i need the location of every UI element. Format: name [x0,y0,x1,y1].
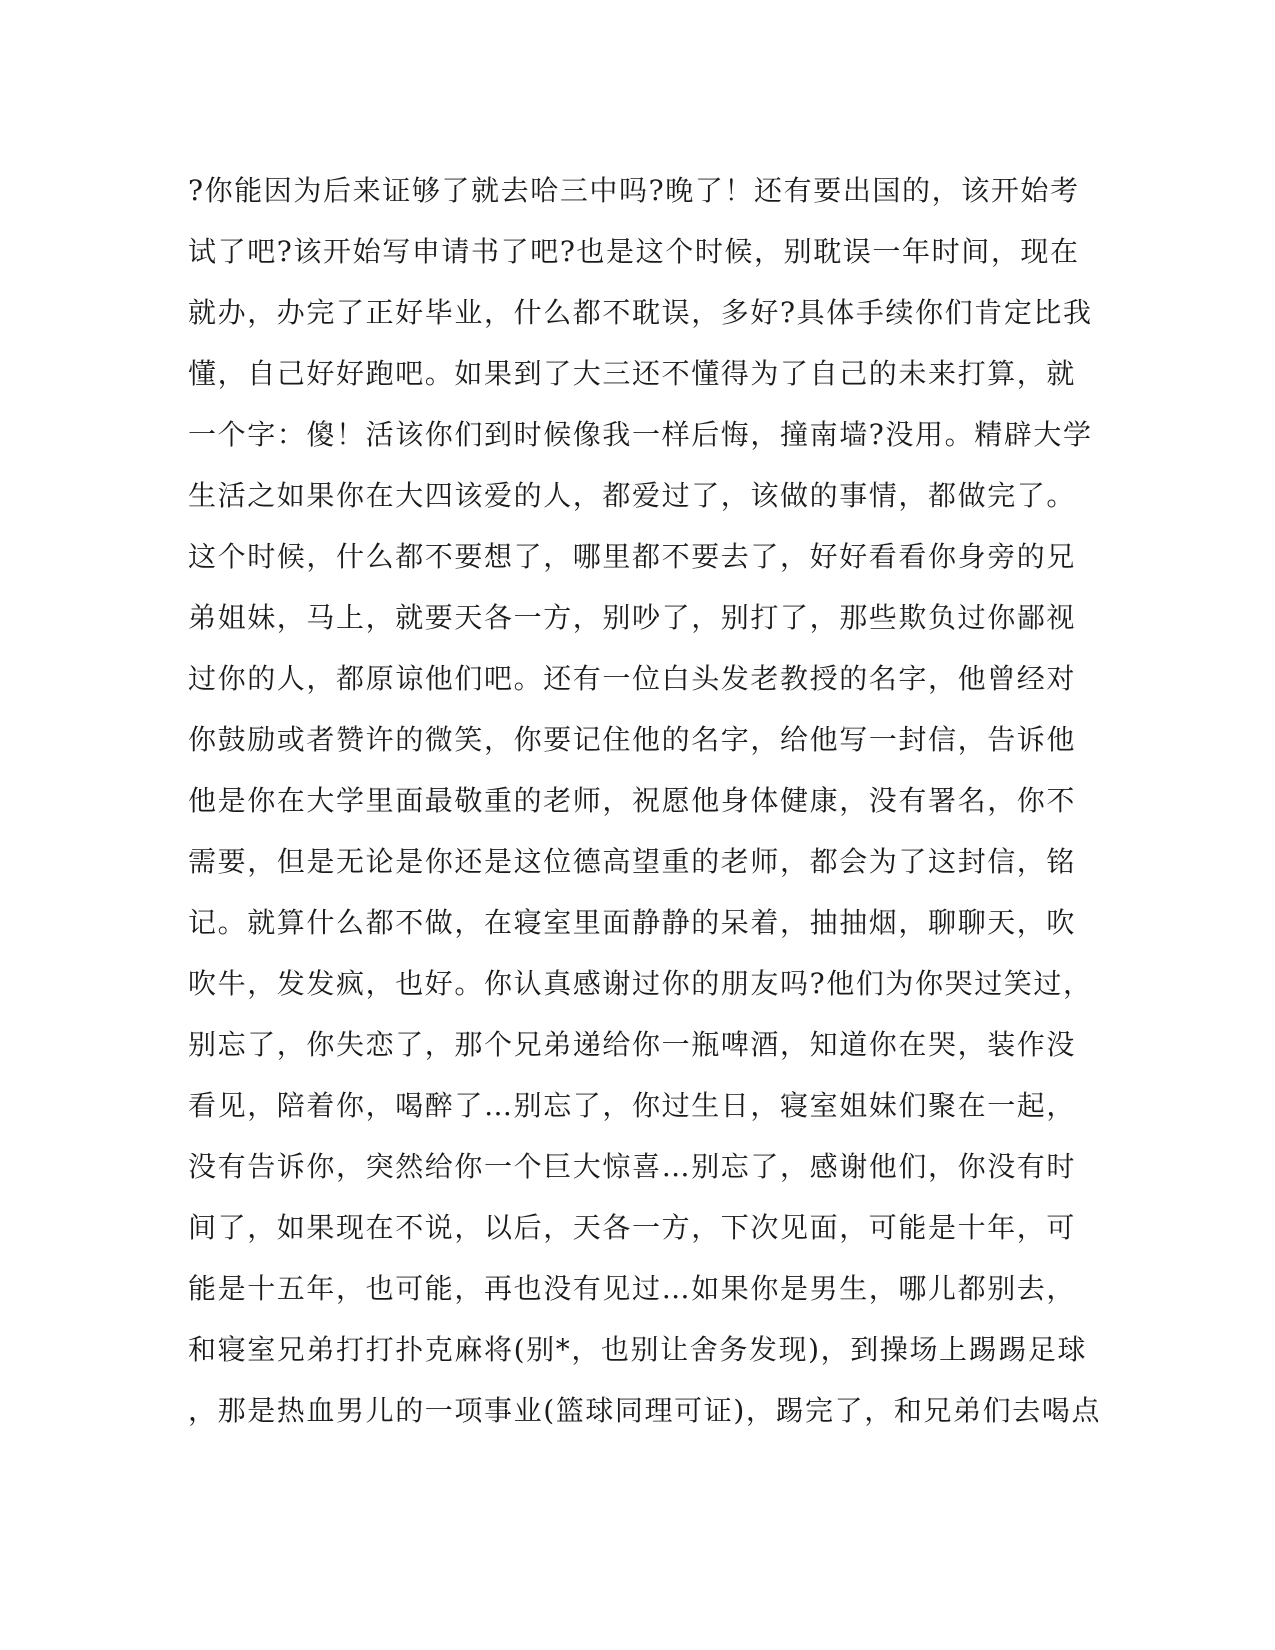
text-line: 他是你在大学里面最敬重的老师，祝愿他身体健康，没有署名，你不 [188,784,1077,817]
body-text [188,160,1102,1441]
text-line: 需要，但是无论是你还是这位德高望重的老师，都会为了这封信，铭 [188,845,1077,878]
text-line: 懂，自己好好跑吧。如果到了大三还不懂得为了自己的未来打算，就 [188,357,1077,390]
text-line: 就办，办完了正好毕业，什么都不耽误，多好?具体手续你们肯定比我 [188,296,1093,329]
text-line: 你鼓励或者赞许的微笑，你要记住他的名字，给他写一封信，告诉他 [188,723,1077,756]
text-line: 试了吧?该开始写申请书了吧?也是这个时候，别耽误一年时间，现在 [188,235,1080,268]
text-line: 这个时候，什么都不要想了，哪里都不要去了，好好看看你身旁的兄 [188,540,1077,573]
text-line: 记。就算什么都不做，在寝室里面静静的呆着，抽抽烟，聊聊天，吹 [188,906,1077,939]
text-line: 间了，如果现在不说，以后，天各一方，下次见面，可能是十年，可 [188,1211,1077,1244]
text-line: 看见，陪着你，喝醉了…别忘了，你过生日，寝室姐妹们聚在一起， [188,1089,1077,1122]
text-line: 一个字：傻！活该你们到时候像我一样后悔，撞南墙?没用。精辟大学 [188,418,1093,451]
text-line: 过你的人，都原谅他们吧。还有一位白头发老教授的名字，他曾经对 [188,662,1077,695]
text-line: ，那是热血男儿的一项事业(篮球同理可证)，踢完了，和兄弟们去喝点 [188,1394,1102,1427]
text-line: 没有告诉你，突然给你一个巨大惊喜…别忘了，感谢他们，你没有时 [188,1150,1077,1183]
text-line: 吹牛，发发疯，也好。你认真感谢过你的朋友吗?他们为你哭过笑过， [188,967,1093,1000]
text-line: 和寝室兄弟打打扑克麻将(别*，也别让舍务发现)，到操场上踢踢足球 [188,1333,1088,1366]
text-line: 弟姐妹，马上，就要天各一方，别吵了，别打了，那些欺负过你鄙视 [188,601,1077,634]
text-line: 生活之如果你在大四该爱的人，都爱过了，该做的事情，都做完了。 [188,479,1077,512]
text-line: ?你能因为后来证够了就去哈三中吗?晚了！还有要出国的，该开始考 [188,174,1080,207]
text-line: 别忘了，你失恋了，那个兄弟递给你一瓶啤酒，知道你在哭，装作没 [188,1028,1077,1061]
text-line: 能是十五年，也可能，再也没有见过…如果你是男生，哪儿都别去， [188,1272,1077,1305]
